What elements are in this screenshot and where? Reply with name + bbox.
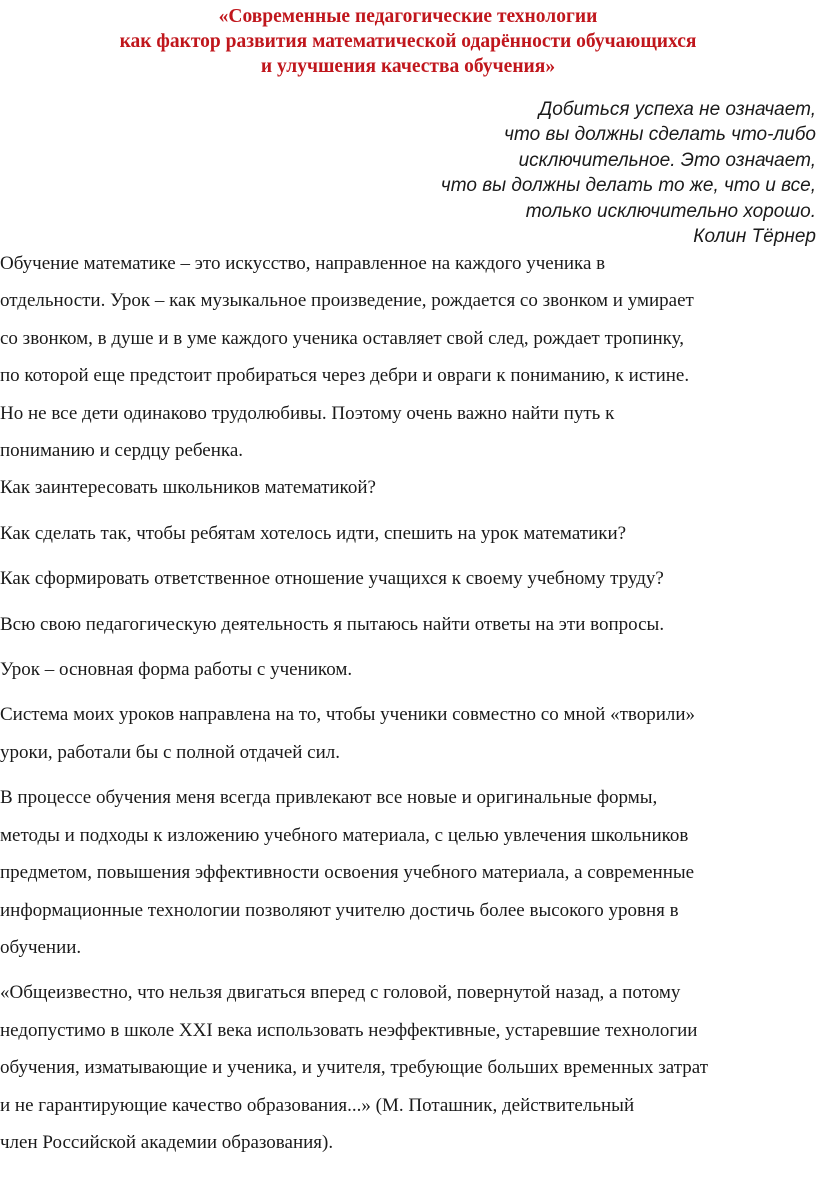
epigraph-line: только исключительно хорошо. [525, 200, 816, 222]
paragraph-activity [0, 606, 816, 643]
paragraph-question-2 [0, 515, 816, 552]
text-line: методы и подходы к изложению учебного материала, с целью увлечения школьников [0, 824, 689, 846]
paragraph-intro [0, 245, 816, 507]
text-line: со звонком, в душе и в уме каждого ученика оставляет свой след, рождает тропинку, [0, 327, 684, 349]
text-line: предметом, повышения эффективности освоения учебного материала, а современные [0, 862, 695, 884]
title-line: и улучшения качества обучения» [260, 56, 556, 77]
text-line: Как сделать так, чтобы ребятам хотелось идти, спешить на урок математики? [0, 522, 627, 544]
epigraph-line: что вы должны сделать что-либо [504, 124, 816, 146]
title-line: как фактор развития математической одарённости обучающихся [119, 31, 697, 52]
text-line: Как заинтересовать школьников математикой? [0, 477, 376, 499]
text-line: Всю свою педагогическую деятельность я пытаюсь найти ответы на эти вопросы. [0, 613, 665, 635]
paragraph-quote [0, 974, 816, 1161]
paragraph-process [0, 779, 816, 966]
epigraph-line: Добиться успеха не означает, [538, 99, 816, 120]
text-line: Но не все дети одинаково трудолюбивы. Поэтому очень важно найти путь к [0, 402, 615, 424]
text-line: член Российской академии образования). [0, 1131, 334, 1153]
paragraph-lesson [0, 651, 816, 688]
text-line: пониманию и сердцу ребенка. [0, 440, 244, 462]
text-line: информационные технологии позволяют учителю достичь более высокого уровня в [0, 899, 679, 921]
text-line: Система моих уроков направлена на то, чтобы ученики совместно со мной «творили» [0, 704, 696, 726]
document-body [0, 245, 816, 1161]
text-line: отдельности. Урок – как музыкальное произведение, рождается со звонком и умирает [0, 290, 694, 312]
paragraph-question-3 [0, 560, 816, 597]
text-line: и не гарантирующие качество образования...» (М. Поташник, действительный [0, 1094, 635, 1116]
text-line: обучении. [0, 936, 82, 958]
paragraph-system [0, 696, 816, 771]
epigraph-author: Колин Тёрнер [693, 226, 816, 248]
title-line: «Современные педагогические технологии [218, 6, 598, 27]
text-line: обучения, изматывающие и ученика, и учителя, требующие больших временных затрат [0, 1057, 709, 1079]
epigraph [296, 97, 816, 249]
document-title [0, 4, 816, 79]
text-line: уроки, работали бы с полной отдачей сил. [0, 741, 341, 763]
text-line: В процессе обучения меня всегда привлекают все новые и оригинальные формы, [0, 787, 658, 809]
text-line: Урок – основная форма работы с учеником. [0, 659, 353, 681]
text-line: Обучение математике – это искусство, направленное на каждого ученика в [0, 253, 606, 274]
epigraph-line: что вы должны делать то же, что и все, [440, 175, 816, 197]
epigraph-line: исключительное. Это означает, [518, 149, 816, 171]
text-line: по которой еще предстоит пробираться через дебри и овраги к пониманию, к истине. [0, 365, 690, 387]
text-line: недопустимо в школе XXI века использовать неэффективные, устаревшие технологии [0, 1019, 698, 1041]
text-line: Как сформировать ответственное отношение учащихся к своему учебному труду? [0, 568, 664, 590]
text-line: «Общеизвестно, что нельзя двигаться вперед с головой, повернутой назад, а потому [0, 982, 681, 1004]
